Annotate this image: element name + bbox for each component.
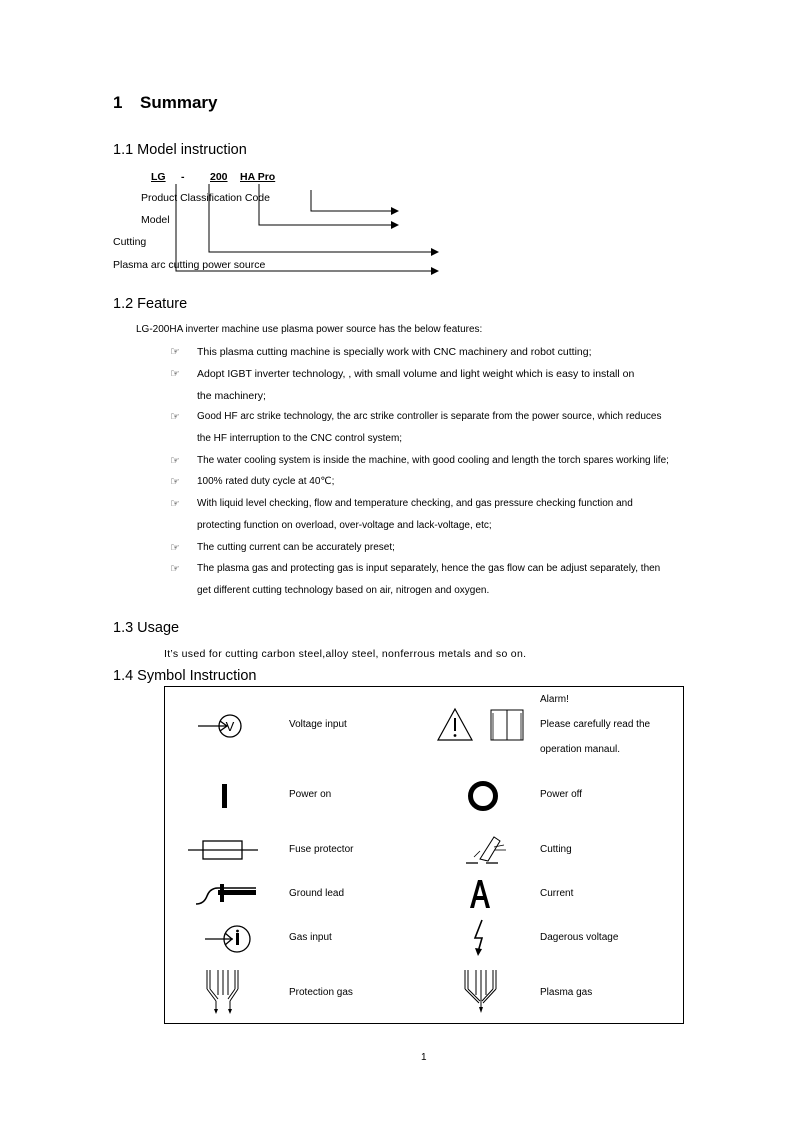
feature-item: With liquid level checking, flow and temperature checking, and gas pressure checking function and [197, 498, 633, 509]
protection-gas-icon [204, 967, 244, 1017]
svg-text:V: V [225, 719, 235, 734]
feature-item: 100% rated duty cycle at 40℃; [197, 476, 335, 487]
symbol-label-power-off: Power off [540, 789, 583, 800]
feature-item: The water cooling system is inside the machine, with good cooling and length the torch spares working life; [197, 455, 669, 466]
model-label-classification: Product Classification Code [141, 192, 270, 204]
feature-item: The cutting current can be accurately preset; [197, 542, 395, 553]
symbol-label-dangerous-voltage: Dagerous voltage [540, 932, 619, 943]
current-icon [468, 878, 492, 910]
model-code-200: 200 [210, 171, 228, 183]
dangerous-voltage-icon [472, 918, 490, 958]
symbol-label-plasma-gas: Plasma gas [540, 987, 593, 998]
bullet-icon: ☞ [170, 542, 180, 554]
symbol-label-power-on: Power on [289, 789, 332, 800]
symbol-label-current: Current [540, 888, 574, 899]
bullet-icon: ☞ [170, 476, 180, 488]
bullet-icon: ☞ [170, 455, 180, 467]
feature-item-cont: the machinery; [197, 390, 266, 402]
symbol-label-ground-lead: Ground lead [289, 888, 345, 899]
feature-intro: LG-200HA inverter machine use plasma power source has the below features: [136, 324, 483, 335]
bullet-icon: ☞ [170, 346, 180, 358]
symbol-label-fuse: Fuse protector [289, 844, 354, 855]
feature-item: The plasma gas and protecting gas is input separately, hence the gas flow can be adjust separately, then [197, 563, 661, 574]
model-label-plasma: Plasma arc cutting power source [113, 259, 266, 271]
feature-item: Good HF arc strike technology, the arc strike controller is separate from the power source, which reduces [197, 411, 662, 422]
symbol-label-protection-gas: Protection gas [289, 987, 353, 998]
warning-read-manual-icon [437, 707, 527, 743]
symbol-label-gas-input: Gas input [289, 932, 332, 943]
plasma-gas-icon [462, 967, 502, 1017]
alarm-line: Please carefully read the [540, 719, 651, 730]
model-code-hapro: HA Pro [240, 171, 276, 183]
feature-item: Adopt IGBT inverter technology, , with small volume and light weight which is easy to install on [197, 368, 635, 380]
gas-input-icon [203, 922, 255, 956]
bullet-icon: ☞ [170, 368, 180, 380]
model-heading: 1.1 Model instruction [113, 142, 247, 158]
ground-lead-icon [194, 882, 260, 908]
power-off-icon [467, 780, 499, 812]
usage-text: It’s used for cutting carbon steel,alloy steel, nonferrous metals and so on. [164, 648, 527, 660]
model-label-model: Model [141, 214, 170, 226]
usage-heading: 1.3 Usage [113, 620, 180, 636]
alarm-title: Alarm! [540, 694, 569, 705]
page-number: 1 [421, 1052, 427, 1063]
section-number: 1 [113, 93, 123, 112]
bullet-icon: ☞ [170, 411, 180, 423]
model-code-lg: LG [151, 171, 166, 183]
symbol-label-voltage-input: Voltage input [289, 719, 347, 730]
power-on-icon [220, 783, 230, 809]
voltage-input-icon [196, 710, 246, 742]
symbols-heading: 1.4 Symbol Instruction [113, 668, 257, 684]
feature-heading: 1.2 Feature [113, 296, 188, 312]
model-code-dash: - [181, 171, 185, 183]
fuse-icon [188, 838, 260, 862]
model-diagram-arrows [0, 0, 793, 300]
feature-item-cont: get different cutting technology based on air, nitrogen and oxygen. [197, 585, 490, 596]
feature-item-cont: protecting function on overload, over-voltage and lack-voltage, etc; [197, 520, 492, 531]
bullet-icon: ☞ [170, 498, 180, 510]
alarm-line: operation manaul. [540, 744, 621, 755]
bullet-icon: ☞ [170, 563, 180, 575]
page-title: Summary [140, 93, 218, 112]
model-label-cutting: Cutting [113, 236, 147, 248]
symbol-label-cutting: Cutting [540, 844, 572, 855]
feature-item: This plasma cutting machine is specially work with CNC machinery and robot cutting; [197, 346, 592, 358]
feature-item-cont: the HF interruption to the CNC control system; [197, 433, 403, 444]
cutting-icon [464, 831, 510, 867]
